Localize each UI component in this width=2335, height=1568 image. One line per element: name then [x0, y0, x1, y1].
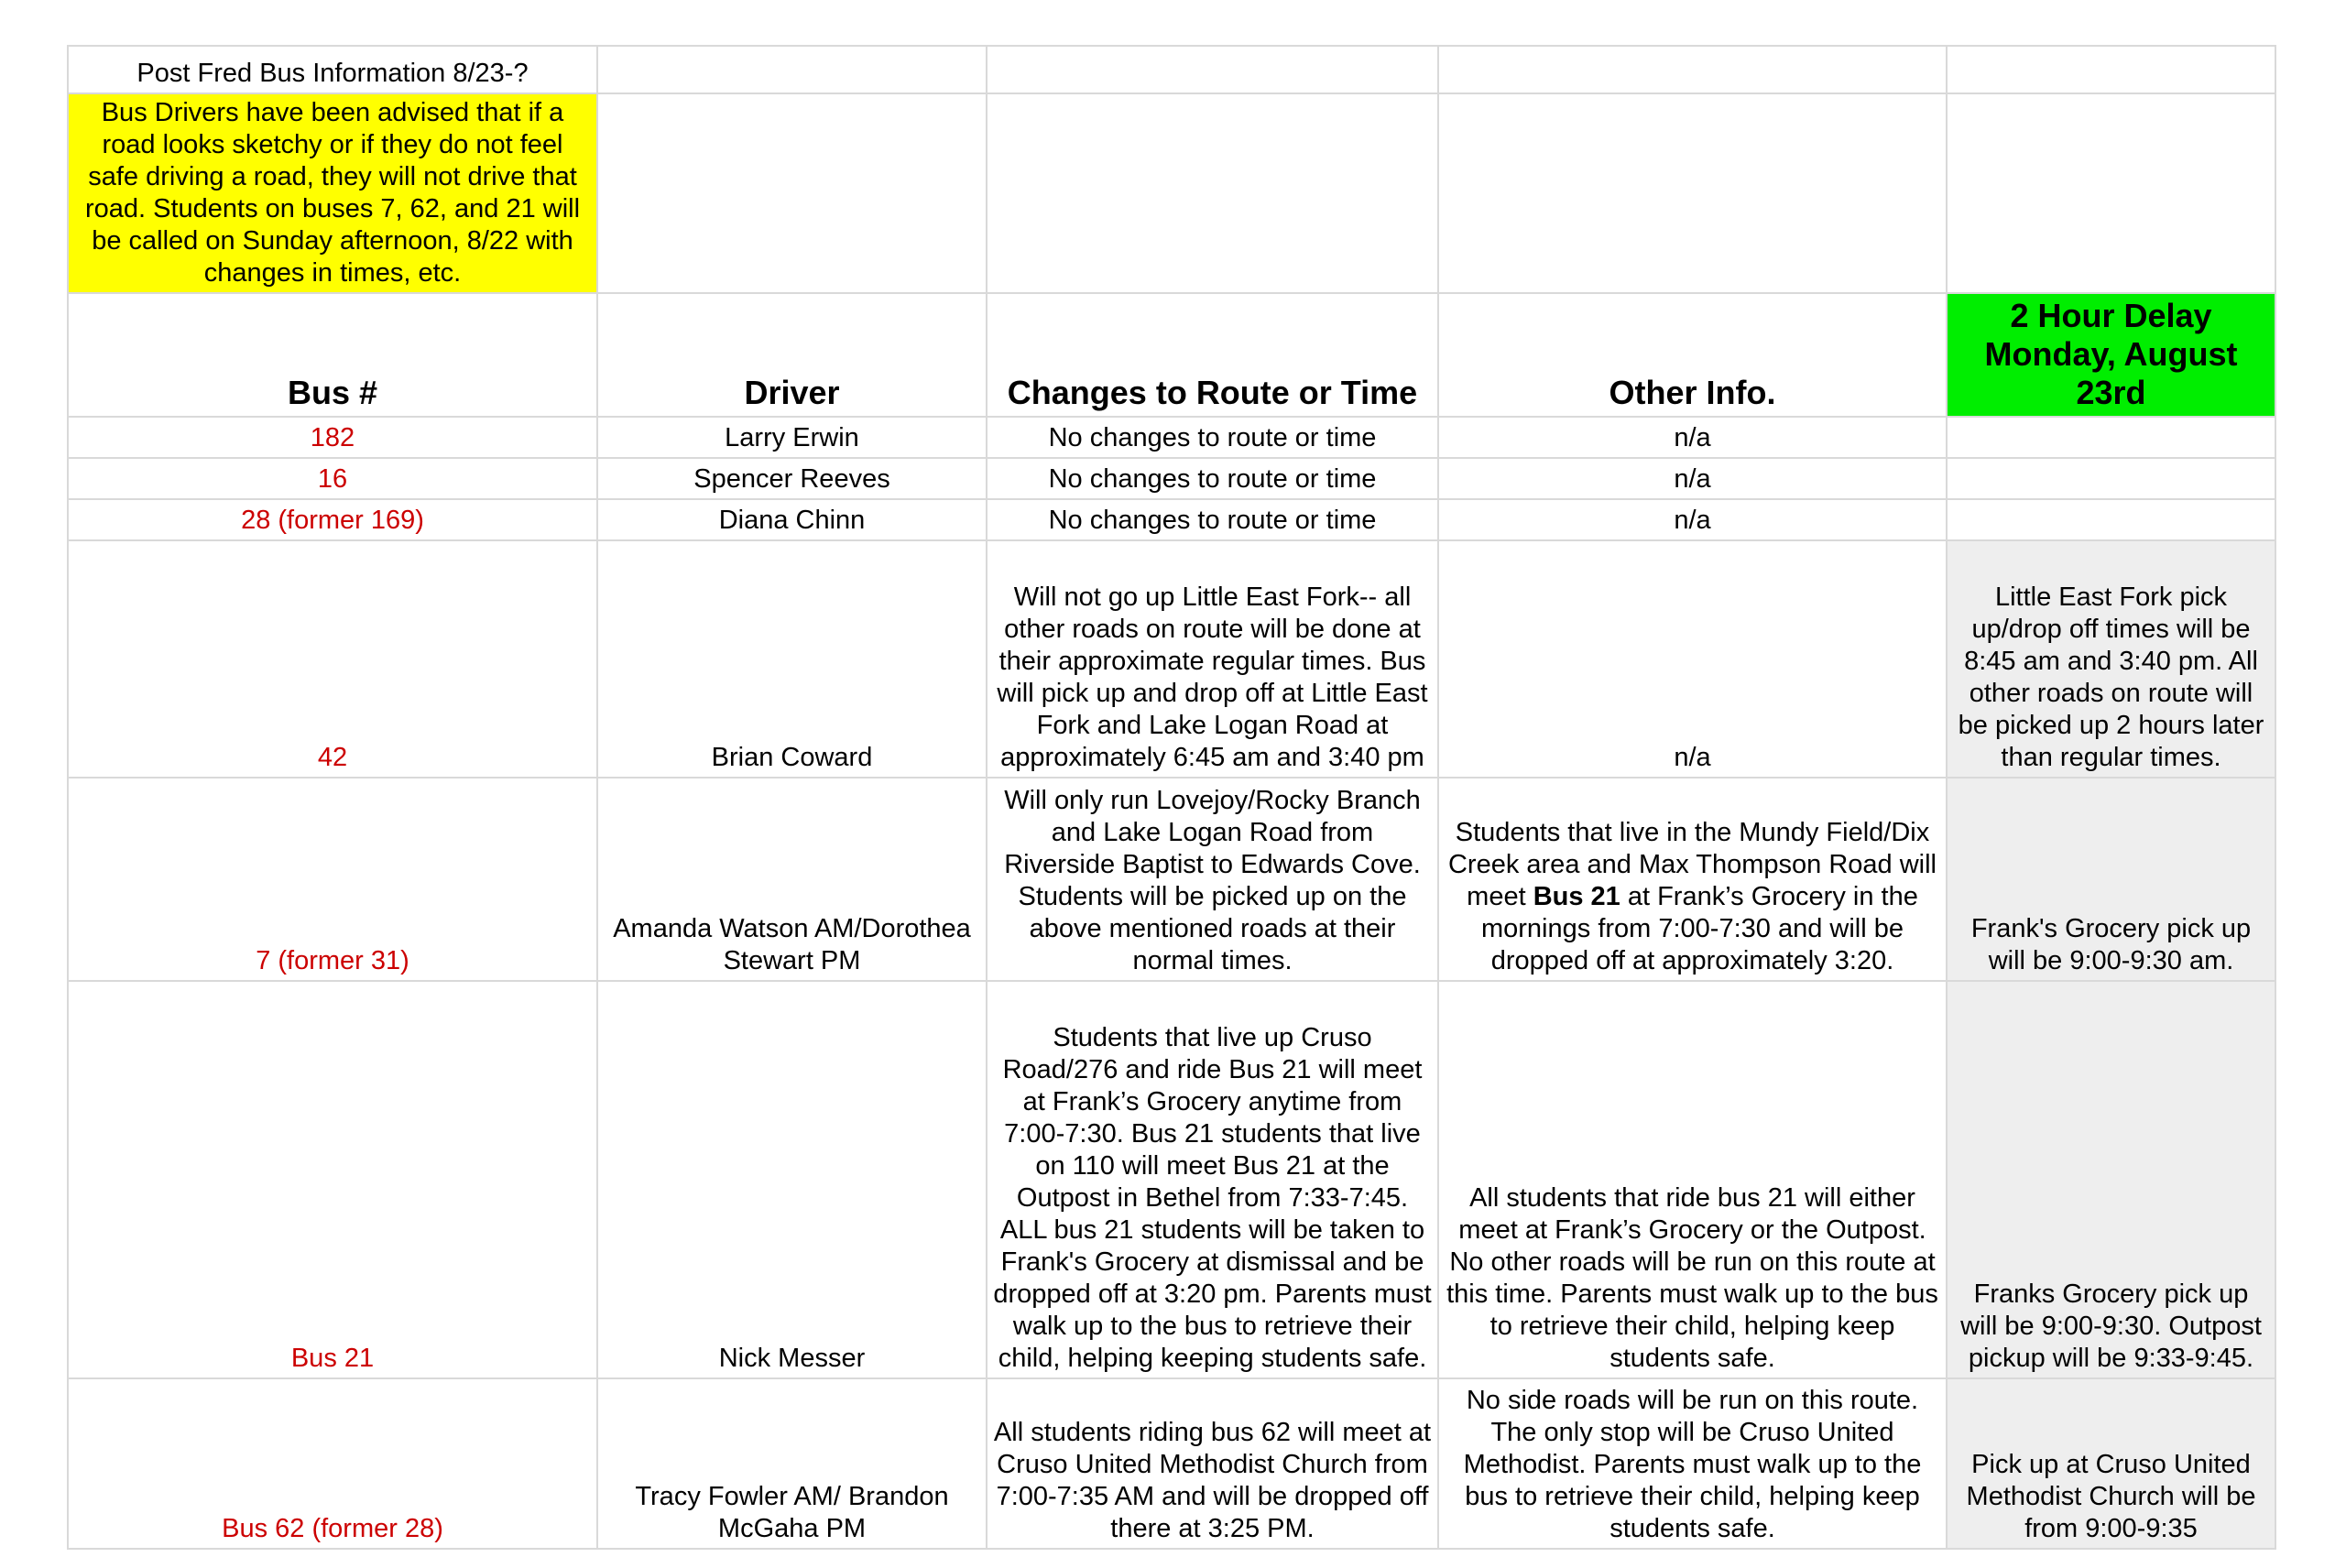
other-info: No side roads will be run on this route. The only stop will be Cruso United Methodist. Parents must walk up to the bus to retrieve their child, helping keep students safe.: [1438, 1378, 1947, 1549]
driver-name: Amanda Watson AM/Dorothea Stewart PM: [597, 778, 987, 981]
bus-number: 28 (former 169): [68, 499, 597, 540]
other-info: n/a: [1438, 499, 1947, 540]
delay-info: Franks Grocery pick up will be 9:00-9:30. Outpost pickup will be 9:33-9:45.: [1947, 981, 2275, 1378]
bus-number: 7 (former 31): [68, 778, 597, 981]
bus-number: Bus 62 (former 28): [68, 1378, 597, 1549]
route-changes: Will only run Lovejoy/Rocky Branch and Lake Logan Road from Riverside Baptist to Edwards Cove. Students will be picked up on the above mentioned roads at their normal times.: [987, 778, 1438, 981]
table-row: [68, 458, 2275, 499]
bus-number: 42: [68, 540, 597, 778]
driver-name: Larry Erwin: [597, 417, 987, 458]
advisory-note: Bus Drivers have been advised that if a road looks sketchy or if they do not feel safe driving a road, they will not drive that road. Students on buses 7, 62, and 21 will be called on Sunday afternoon, 8/22 with changes in times, etc.: [68, 93, 597, 293]
advisory-row: [68, 93, 2275, 293]
other-info-text: at Frank’s Grocery in the mornings from 7:00-7:30 and will be dropped off at approximately 3:20.: [1480, 882, 1918, 975]
empty-cell: [987, 46, 1438, 93]
route-changes: No changes to route or time: [987, 499, 1438, 540]
bus-number: 182: [68, 417, 597, 458]
other-info-text: Students that live in the Mundy Field/Dix Creek area and Max Thompson Road will meet: [1447, 818, 1937, 911]
header-changes: Changes to Route or Time: [987, 293, 1438, 417]
driver-name: Nick Messer: [597, 981, 987, 1378]
route-changes: Will not go up Little East Fork-- all other roads on route will be done at their approximate regular times. Bus will pick up and drop off at Little East Fork and Lake Logan Road at approximately 6:45 am and 3:40 pm: [987, 540, 1438, 778]
delay-info: Little East Fork pick up/drop off times will be 8:45 am and 3:40 pm. All other roads on route will be picked up 2 hours later than regular times.: [1947, 540, 2275, 778]
other-info: n/a: [1438, 458, 1947, 499]
other-info-bold: Bus 21: [1533, 882, 1620, 911]
table-row: [68, 499, 2275, 540]
table-row: [68, 540, 2275, 778]
bus-number: 16: [68, 458, 597, 499]
header-bus: Bus #: [68, 293, 597, 417]
route-changes: All students riding bus 62 will meet at Cruso United Methodist Church from 7:00-7:35 AM and will be dropped off there at 3:25 PM.: [987, 1378, 1438, 1549]
empty-cell: [597, 46, 987, 93]
table-row: [68, 417, 2275, 458]
sheet-title: Post Fred Bus Information 8/23-?: [68, 46, 597, 93]
other-info: n/a: [1438, 417, 1947, 458]
other-info: [1438, 778, 1947, 981]
title-row: [68, 46, 2275, 93]
delay-info: [1947, 417, 2275, 458]
other-info: n/a: [1438, 540, 1947, 778]
empty-cell: [1947, 93, 2275, 293]
bus-info-table: [67, 45, 2276, 1550]
delay-info: Pick up at Cruso United Methodist Church will be from 9:00-9:35: [1947, 1378, 2275, 1549]
table-row: [68, 1378, 2275, 1549]
driver-name: Brian Coward: [597, 540, 987, 778]
other-info: All students that ride bus 21 will either meet at Frank’s Grocery or the Outpost. No other roads will be run on this route at this time. Parents must walk up to the bus to retrieve their child, helping keep students safe.: [1438, 981, 1947, 1378]
empty-cell: [1947, 46, 2275, 93]
header-other: Other Info.: [1438, 293, 1947, 417]
route-changes: Students that live up Cruso Road/276 and ride Bus 21 will meet at Frank’s Grocery anytime from 7:00-7:30. Bus 21 students that live on 110 will meet Bus 21 at the Outpost in Bethel from 7:33-7:45. ALL bus 21 students will be taken to Frank's Grocery at dismissal and be dropped off at 3:20 pm. Parents must walk up to the bus to retrieve their child, helping keeping students safe.: [987, 981, 1438, 1378]
driver-name: Tracy Fowler AM/ Brandon McGaha PM: [597, 1378, 987, 1549]
empty-cell: [1438, 93, 1947, 293]
header-driver: Driver: [597, 293, 987, 417]
header-two-hour-delay: 2 Hour Delay Monday, August 23rd: [1947, 293, 2275, 417]
delay-info: [1947, 499, 2275, 540]
empty-cell: [1438, 46, 1947, 93]
delay-info: Frank's Grocery pick up will be 9:00-9:30 am.: [1947, 778, 2275, 981]
route-changes: No changes to route or time: [987, 458, 1438, 499]
driver-name: Diana Chinn: [597, 499, 987, 540]
header-row: [68, 293, 2275, 417]
delay-info: [1947, 458, 2275, 499]
bus-number: Bus 21: [68, 981, 597, 1378]
empty-cell: [987, 93, 1438, 293]
driver-name: Spencer Reeves: [597, 458, 987, 499]
table-row: [68, 778, 2275, 981]
table-row: [68, 981, 2275, 1378]
route-changes: No changes to route or time: [987, 417, 1438, 458]
empty-cell: [597, 93, 987, 293]
